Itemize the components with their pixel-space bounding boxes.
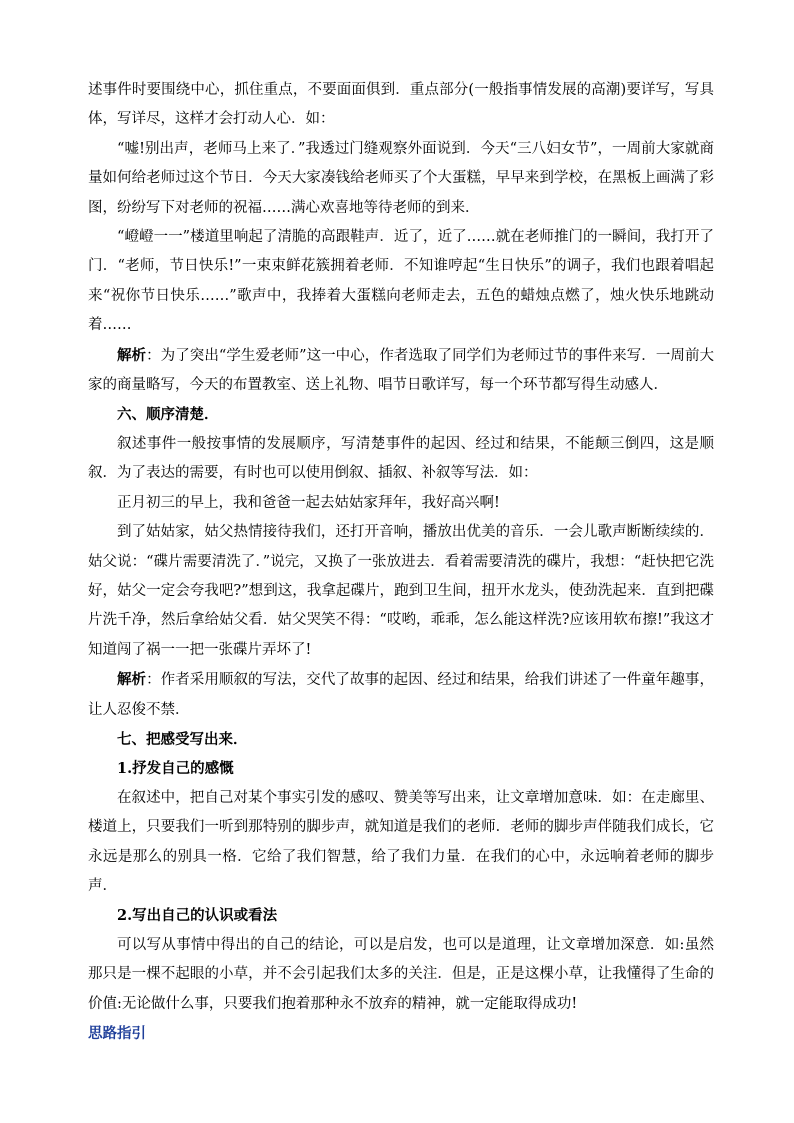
paragraph-example-3: 正月初三的早上，我和爸爸一起去姑姑家拜年，我好高兴啊! (117, 494, 500, 511)
paragraph-feelings: 在叙述中，把自己对某个事实引发的感叹、赞美等写出来，让文章增加意味．如：在走廊里、楼道上，只要我们一听到那特别的脚步声，就知道是我们的老师．老师的脚步声伴随我们成长，它永远是那么的别具一格．它给了我们智慧，给了我们力量．在我们的心中，永远响着老师的脚步声． (88, 789, 714, 894)
analysis-text: ：作者采用顺叙的写法，交代了故事的起因、经过和结果，给我们讲述了一件童年趣事，让人忍俊不禁． (88, 672, 714, 718)
subheading-7-2: 2.写出自己的认识或看法 (117, 907, 278, 925)
paragraph-opinions: 可以写从事情中得出的自己的结论，可以是启发，也可以是道理，让文章增加深意．如:虽然那只是一棵不起眼的小草，并不会引起我们太多的关注．但是，正是这棵小草，让我懂得了生命的价值:无论做什么事，只要我们抱着那种永不放弃的精神，就一定能取得成功! (88, 936, 714, 1012)
analysis-label: 解析 (117, 346, 147, 364)
analysis-label: 解析 (117, 671, 147, 689)
paragraph-example-2: “嶝嶝一一”楼道里响起了清脆的高跟鞋声．近了，近了……就在老师推门的一瞬间，我打开了门．“老师，节日快乐!”一束束鲜花簇拥着老师．不知谁哼起“生日快乐”的调子，我们也跟着唱起来“祝你节日快乐……”歌声中，我捧着大蛋糕向老师走去，五色的蜡烛点燃了，烛火快乐地跳动着…… (88, 229, 714, 334)
paragraph-intro: 述事件时要围绕中心，抓住重点，不要面面俱到．重点部分(一般指事情发展的高潮)要详写，写具体，写详尽，这样才会打动人心．如： (88, 82, 714, 128)
paragraph-example-1: “嘘!别出声，老师马上来了．”我透过门缝观察外面说到．今天“三八妇女节”，一周前大家就商量如何给老师过这个节日．今天大家凑钱给老师买了个大蛋糕，早早来到学校，在黑板上画满了彩图，纷纷写下对老师的祝福……满心欢喜地等待老师的到来． (88, 140, 714, 216)
paragraph-sequence: 叙述事件一般按事情的发展顺序，写清楚事件的起因、经过和结果，不能颠三倒四，这是顺叙．为了表达的需要，有时也可以使用倒叙、插叙、补叙等写法．如： (88, 435, 714, 482)
document-body (88, 76, 714, 1048)
guide-heading: 思路指引 (88, 1025, 146, 1042)
section-heading-7: 七、把感受写出来． (117, 730, 248, 748)
section-heading-6: 六、顺序清楚． (117, 406, 219, 424)
paragraph-example-4: 到了姑姑家，姑父热情接待我们，还打开音响，播放出优美的音乐．一会儿歌声断断续续的．姑父说：“碟片需要清洗了．”说完，又换了一张放进去．看着需要清洗的碟片，我想：“赶快把它洗好，姑父一定会夸我吧?”想到这，我拿起碟片，跑到卫生间，扭开水龙头，使劲洗起来．直到把碟片洗千净，然后拿给姑父看．姑父哭笑不得：“哎哟，乖乖，怎么能这样洗?应该用软布擦!”我这才知道闯了祸一一把一张碟片弄坏了! (88, 524, 714, 658)
analysis-text: ：为了突出“学生爱老师”这一中心，作者选取了同学们为老师过节的事件来写．一周前大家的商量略写，今天的布置教室、送上礼物、唱节日歌详写，每一个环节都写得生动感人． (88, 347, 714, 394)
paragraph-analysis-1 (88, 341, 714, 401)
paragraph-analysis-2 (88, 665, 714, 725)
subheading-7-1: 1.抒发自己的感慨 (117, 760, 234, 778)
